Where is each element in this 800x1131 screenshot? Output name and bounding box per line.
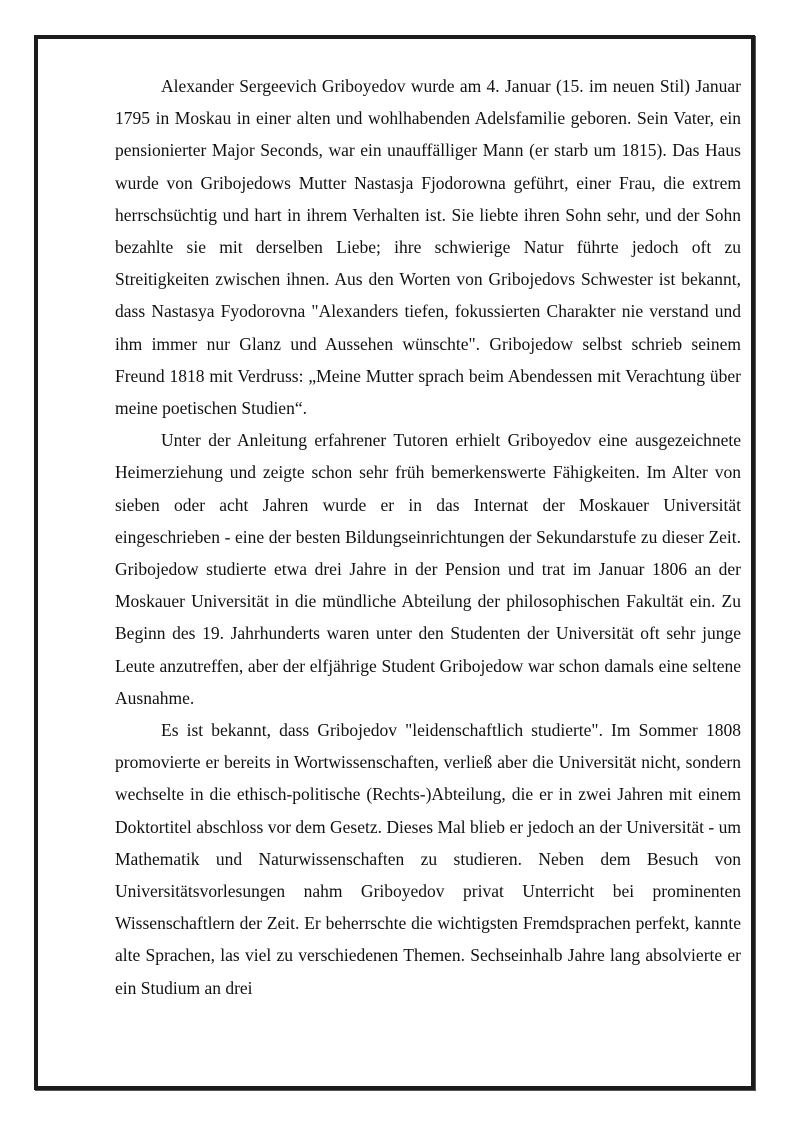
paragraph-2: Unter der Anleitung erfahrener Tutoren erhielt Griboyedov eine ausgezeichnete Heimerziehung und zeigte schon sehr früh bemerkenswerte Fähigkeiten. Im Alter von sieben oder acht Jahren wurde er in das Internat der Moskauer Universität eingeschrieben - eine der besten Bildungseinrichtungen der Sekundarstufe zu dieser Zeit. Gribojedow studierte etwa drei Jahre in der Pension und trat im Januar 1806 an der Moskauer Universität in die mündliche Abteilung der philosophischen Fakultät ein. Zu Beginn des 19. Jahrhunderts waren unter den Studenten der Universität oft sehr junge Leute anzutreffen, aber der elfjährige Student Gribojedow war schon damals eine seltene Ausnahme. <box>115 430 741 708</box>
document-body <box>115 70 741 1004</box>
paragraph-1: Alexander Sergeevich Griboyedov wurde am 4. Januar (15. im neuen Stil) Januar 1795 in Moskau in einer alten und wohlhabenden Adelsfamilie geboren. Sein Vater, ein pensionierter Major Seconds, war ein unauffälliger Mann (er starb um 1815). Das Haus wurde von Gribojedows Mutter Nastasja Fjodorowna geführt, einer Frau, die extrem herrschsüchtig und hart in ihrem Verhalten ist. Sie liebte ihren Sohn sehr, und der Sohn bezahlte sie mit derselben Liebe; ihre schwierige Natur führte jedoch oft zu Streitigkeiten zwischen ihnen. Aus den Worten von Gribojedovs Schwester ist bekannt, dass Nastasya Fyodorovna "Alexanders tiefen, fokussierten Charakter nie verstand und ihm immer nur Glanz und Aussehen wünschte". Gribojedow selbst schrieb seinem Freund 1818 mit Verdruss: „Meine Mutter sprach beim Abendessen mit Verachtung über meine poetischen Studien“. <box>115 76 741 419</box>
paragraph-3: Es ist bekannt, dass Gribojedov "leidenschaftlich studierte". Im Sommer 1808 promovierte er bereits in Wortwissenschaften, verließ aber die Universität nicht, sondern wechselte in die ethisch-politische (Rechts-)Abteilung, die er in zwei Jahren mit einem Doktortitel abschloss vor dem Gesetz. Dieses Mal blieb er jedoch an der Universität - um Mathematik und Naturwissenschaften zu studieren. Neben dem Besuch von Universitätsvorlesungen nahm Griboyedov privat Unterricht bei prominenten Wissenschaftlern der Zeit. Er beherrschte die wichtigsten Fremdsprachen perfekt, kannte alte Sprachen, las viel zu verschiedenen Themen. Sechseinhalb Jahre lang absolvierte er ein Studium an drei <box>115 720 741 998</box>
